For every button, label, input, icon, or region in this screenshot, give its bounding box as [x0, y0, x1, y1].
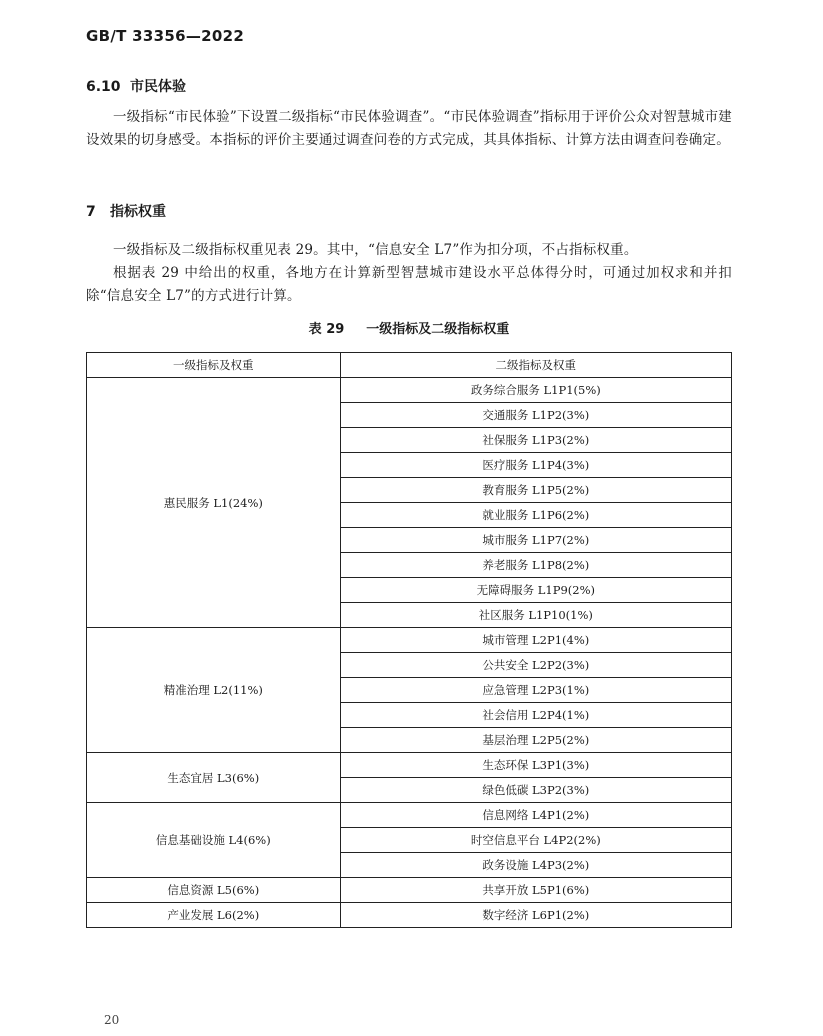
primary-indicator-cell: 信息资源 L5(6%): [87, 878, 341, 903]
secondary-indicator-cell: 社会信用 L2P4(1%): [340, 703, 731, 728]
primary-indicator-cell: 惠民服务 L1(24%): [87, 378, 341, 628]
secondary-indicator-cell: 教育服务 L1P5(2%): [340, 478, 731, 503]
table-row: [87, 803, 732, 828]
table-row: [87, 378, 732, 403]
secondary-indicator-cell: 公共安全 L2P2(3%): [340, 653, 731, 678]
table-row: [87, 753, 732, 778]
section-title: 指标权重: [110, 204, 166, 220]
table-caption: [86, 318, 732, 337]
secondary-indicator-cell: 就业服务 L1P6(2%): [340, 503, 731, 528]
table-caption-number: 表 29: [308, 322, 345, 337]
secondary-indicator-cell: 共享开放 L5P1(6%): [340, 878, 731, 903]
secondary-indicator-cell: 城市服务 L1P7(2%): [340, 528, 731, 553]
secondary-indicator-cell: 信息网络 L4P1(2%): [340, 803, 731, 828]
section-7-paragraph-2: 根据表 29 中给出的权重，各地方在计算新型智慧城市建设水平总体得分时，可通过加权求和并扣除“信息安全 L7”的方式进行计算。: [86, 265, 732, 304]
primary-indicator-cell: 生态宜居 L3(6%): [87, 753, 341, 803]
secondary-indicator-cell: 无障碍服务 L1P9(2%): [340, 578, 731, 603]
secondary-indicator-cell: 基层治理 L2P5(2%): [340, 728, 731, 753]
column-header-primary: 一级指标及权重: [87, 353, 341, 378]
page-number: 20: [104, 1013, 120, 1027]
secondary-indicator-cell: 应急管理 L2P3(1%): [340, 678, 731, 703]
secondary-indicator-cell: 城市管理 L2P1(4%): [340, 628, 731, 653]
secondary-indicator-cell: 生态环保 L3P1(3%): [340, 753, 731, 778]
section-7-heading: [86, 201, 166, 221]
table-header-row: [87, 353, 732, 378]
secondary-indicator-cell: 政务综合服务 L1P1(5%): [340, 378, 731, 403]
weights-table: [86, 352, 732, 928]
primary-indicator-cell: 产业发展 L6(2%): [87, 903, 341, 928]
table-row: [87, 903, 732, 928]
section-number: 7: [86, 204, 96, 220]
secondary-indicator-cell: 社保服务 L1P3(2%): [340, 428, 731, 453]
secondary-indicator-cell: 养老服务 L1P8(2%): [340, 553, 731, 578]
secondary-indicator-cell: 社区服务 L1P10(1%): [340, 603, 731, 628]
secondary-indicator-cell: 时空信息平台 L4P2(2%): [340, 828, 731, 853]
secondary-indicator-cell: 交通服务 L1P2(3%): [340, 403, 731, 428]
column-header-secondary: 二级指标及权重: [340, 353, 731, 378]
section-6-10-paragraph: 一级指标“市民体验”下设置二级指标“市民体验调查”。“市民体验调查”指标用于评价公众对智慧城市建设效果的切身感受。本指标的评价主要通过调查问卷的方式完成，其具体指标、计算方法由调查问卷确定。: [86, 109, 732, 148]
secondary-indicator-cell: 数字经济 L6P1(2%): [340, 903, 731, 928]
secondary-indicator-cell: 医疗服务 L1P4(3%): [340, 453, 731, 478]
table-caption-title: 一级指标及二级指标权重: [366, 322, 510, 337]
secondary-indicator-cell: 绿色低碳 L3P2(3%): [340, 778, 731, 803]
primary-indicator-cell: 精准治理 L2(11%): [87, 628, 341, 753]
section-number: 6.10: [86, 79, 121, 95]
section-6-10-heading: [86, 76, 186, 96]
table-row: [87, 628, 732, 653]
primary-indicator-cell: 信息基础设施 L4(6%): [87, 803, 341, 878]
section-7-paragraph-1: 一级指标及二级指标权重见表 29。其中，“信息安全 L7”作为扣分项，不占指标权重。: [113, 242, 638, 258]
standard-number: GB/T 33356—2022: [86, 27, 245, 45]
table-row: [87, 878, 732, 903]
section-title: 市民体验: [130, 79, 186, 95]
secondary-indicator-cell: 政务设施 L4P3(2%): [340, 853, 731, 878]
